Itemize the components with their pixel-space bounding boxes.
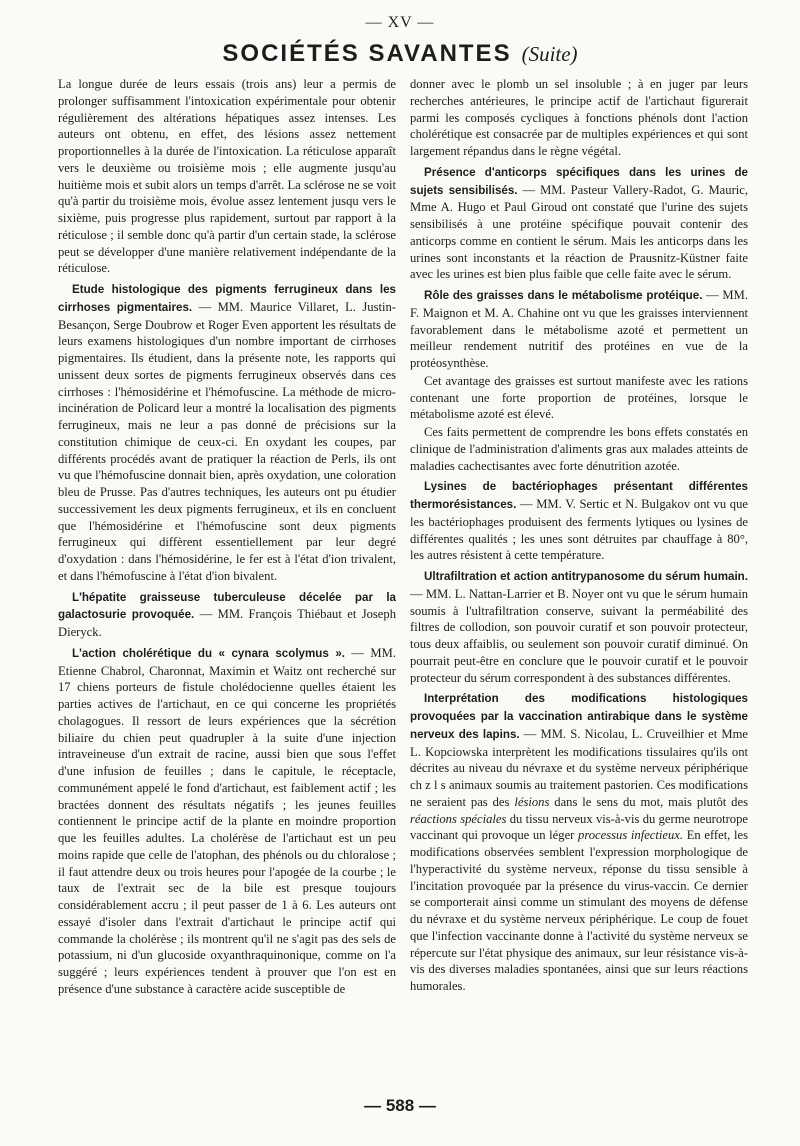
right-column	[410, 76, 748, 1086]
article-hepatite-graisseuse	[58, 589, 396, 641]
section-suite: (Suite)	[521, 42, 578, 66]
article-authors: — MM. S. Nicolau, L. Cruveilhier et Mme L. Kopciowska	[410, 726, 748, 759]
article-paragraph: Cet avantage des graisses est surtout manifeste avec les rations contenant une forte proportion de protéines, lorsque le métabolisme azoté est élevé.	[410, 373, 748, 422]
article-body: ont vu que les bactériophages produisent des ferments lytiques ou lysines de différentes qualités ; les unes sont détruites par chauffage à 80°, les autres résistent à cette température.	[410, 497, 748, 563]
article-body: En effet, les modifications observées semblent l'expression morphologique de l'hyperactivité du système nerveux, réponse du tissu sensible à l'incitation provoquée par la présence du virus-vaccin. Ce dernier se comporterait ainsi comme un stimulant des moyens de défense du névraxe et du système nerveux périphérique. Le coup de fouet que l'infection vaccinante donne à l'activité du système nerveux se répercute sur l'état physique des animaux, sur leur résistance vis-à-vis des diverses maladies spontanées, ainsi que sur leurs réactions humorales.	[410, 828, 748, 993]
article-title: Présence d'anticorps spécifiques dans les urines de sujets sensibilisés.	[410, 165, 748, 197]
article-emphasis: processus infectieux.	[578, 828, 684, 843]
article-authors: — MM. V. Sertic et N. Bulgakov	[519, 497, 691, 511]
article-authors: — MM. Maurice Villaret, L. Justin-Besançon, Serge Doubrow et Roger Even	[58, 299, 396, 332]
intro-paragraph: La longue durée de leurs essais (trois ans) leur a permis de prolonger suffisamment l'intoxication expérimentale pour obtenir régulièrement des altérations hépatiques assez intenses. Les auteurs ont obtenu, en effet, des lésions assez nettement proportionnelles à la durée de l'intoxication. La réticulose apparaît vers le deuxième ou troisième mois ; elle augmente jusqu'au huitième mois et subit alors un temps d'arrêt. La sclérose ne se voit qu'à partir du troisième mois, évolue assez lentement jusqu vers le sixième, puis progresse plus rapidement, surtout par rapport à la réticulose ; il semble donc qu'à partir d'un certain stade, la sclérose peut se développer d'une manière relativement indépendante de la réticulose.	[58, 77, 396, 276]
article-authors: — MM. Pasteur Vallery-Radot, G. Mauric, Mme A. Hugo et Paul Giroud	[410, 182, 748, 215]
article-graisses-metabolisme	[410, 287, 748, 372]
article-ultrafiltration	[410, 568, 748, 686]
article-title: Interprétation des modifications histologiques provoquées par la vaccination antirabique dans le système nerveux des lapins.	[410, 692, 748, 741]
continuation-paragraph: donner avec le plomb un sel insoluble ; à en juger par leurs recherches antérieures, le principe actif de l'artichaut figurerait parmi les composés cycliques à fonctions phénols dont l'action cholérétique est consacrée par de multiples expériences et qui sont largement répandus dans le règne végétal.	[410, 77, 748, 158]
article-emphasis: réactions spéciales	[410, 811, 507, 826]
left-column	[58, 76, 396, 1086]
article-lysines-bacteriophages	[410, 478, 748, 564]
article-body: du tissu nerveux vis-à-vis du germe neurotrope vaccinant qui provoque un léger	[410, 811, 748, 843]
page-number: — 588 —	[364, 1096, 436, 1115]
article-title: Ultrafiltration et action antitrypanosome du sérum humain.	[424, 570, 748, 583]
article-emphasis: lésions	[514, 794, 550, 809]
article-body: dans le sens du mot, mais plutôt des	[554, 794, 748, 809]
article-body: interprètent les modifications tissulaires qu'ils ont décrites au niveau du névraxe et du système nerveux périphérique ch z l s animaux soumis au traitement pastorien. Ces modifications ne seraient pas des	[410, 744, 748, 809]
article-vaccination-antirabique	[410, 690, 748, 995]
article-authors: — MM. F. Maignon et M. A. Chahine	[410, 288, 748, 320]
article-paragraph: Ces faits permettent de comprendre les bons effets constatés en clinique de l'administration d'aliments gras aux malades atteints de maladies cachectisantes avec forte dénutrition azotée.	[410, 425, 748, 473]
article-cynara-scolymus	[58, 645, 396, 998]
section-header	[0, 40, 800, 68]
roman-folio: — XV —	[365, 14, 435, 31]
article-title: Etude histologique des pigments ferrugineux dans les cirrhoses pigmentaires.	[58, 283, 396, 314]
section-title: SOCIÉTÉS SAVANTES	[222, 40, 512, 67]
article-body: apportent les résultats de leurs examens histologiques d'un nombre important de cirrhoses pigmentaires. Ils étudient, dans la présente note, les rapports qui unissent deux sortes de pigments ferrugineux observés dans ces cirrhoses : l'hémosidérine et l'hémofuscine. La méthode de micro-incinération de Policard leur a montré la localisation des pigments ferrugineux, mais ne leur a pas donné de précisions sur la constitution chimique de ceux-ci. En oxydant les coupes, par différents procédés avant de pratiquer la réaction de Perls, ils ont vu que l'hémofuscine donnait bien, après oxydation, une coloration bleu de Prusse. Pas d'autres techniques, les auteurs ont pu étudier successivement les deux pigments ferrugineux, et ils en concluent que l'hémosidérine et l'hémofuscine sont deux pigments ferrugineux qui diffèrent essentiellement par leur degré d'oxydation : dans l'hémosidérine, le fer est à l'état d'ion trivalent, et dans l'hémofuscine à l'état d'ion bivalent.	[58, 317, 396, 583]
article-body: ont vu que le sérum humain soumis à l'ultrafiltration conserve, suivant la perméabilité des filtres de collodion, son pouvoir curatif et son pouvoir protecteur, tous deux affaiblis, ou seulement son pouvoir curatif diminué. On pourrait peut-être en conclure que le pouvoir curatif et le pouvoir protecteur du sérum correspondent à des substances différentes.	[410, 586, 748, 685]
article-title: Rôle des graisses dans le métabolisme protéique.	[424, 289, 703, 302]
article-authors: — MM. Etienne Chabrol, Charonnat, Maximin et Waitz	[58, 645, 396, 678]
article-body: ont vu que les graisses interviennent favorablement dans le métabolisme azoté et permettent un meilleur rendement nutritif des protéines en vue de la protéosynthèse.	[410, 305, 748, 370]
article-anticorps-urines	[410, 164, 748, 283]
article-histologie-pigments	[58, 281, 396, 585]
article-title: L'hépatite graisseuse tuberculeuse décelée par la galactosurie provoquée.	[58, 590, 396, 622]
article-title: Lysines de bactériophages présentant différentes thermorésistances.	[410, 480, 748, 511]
article-body: ont recherché sur 17 chiens porteurs de fistule cholédocienne quelles étaient les parties actives de l'artichaut, en ce qui concerne les propriétés cholagogues. Il ressort de leurs expériences que la sécrétion biliaire du chien peut quadrupler à la suite d'une injection intraveineuse d'un extrait de racine, aussi bien que sous l'effet d'une infusion de feuilles ; dans le capitule, le réceptacle, communément appelé le fond d'artichaut, est faiblement actif ; les bractées donnent des résultats négatifs ; les jeunes feuilles contiennent le principe actif de la plante en moindre proportion que les feuilles adultes. La cholérèse de l'artichaut est un peu moins rapide que celle de l'atophan, des phénols ou du chloralose ; il faut attendre deux ou trois heures pour l'apogée de la courbe ; le taux de l'extrait sec de la bile est presque toujours considérablement accru ; il peut passer de 1 à 6. Les auteurs ont essayé d'isoler dans l'extrait d'artichaut le principe actif qui commande la cholérèse ; ils montrent qu'il ne s'agit pas des sels de potassium, ni d'un glucoside oxyanthraquinonique, comme on l'a suggéré ; leurs expériences tendent à prouver que l'on est en présence d'une substance à caractère acide susceptible de	[58, 663, 396, 996]
article-title: L'action cholérétique du « cynara scolymus ».	[72, 646, 345, 660]
article-body: ont constaté que l'urine des sujets sensibilisés à une protéine spécifique pouvait contenir des anticorps comme en contient le sérum. Mais les anticorps dans les urines sont inconstants et la réaction de Prausnitz-Küstner faite avec les urines est bien plus faible que celle faite avec le sérum.	[410, 200, 748, 282]
article-authors: — MM. François Thiébaut et Joseph Dieryck.	[58, 607, 396, 639]
article-authors: — MM. L. Nattan-Larrier et B. Noyer	[410, 586, 604, 601]
